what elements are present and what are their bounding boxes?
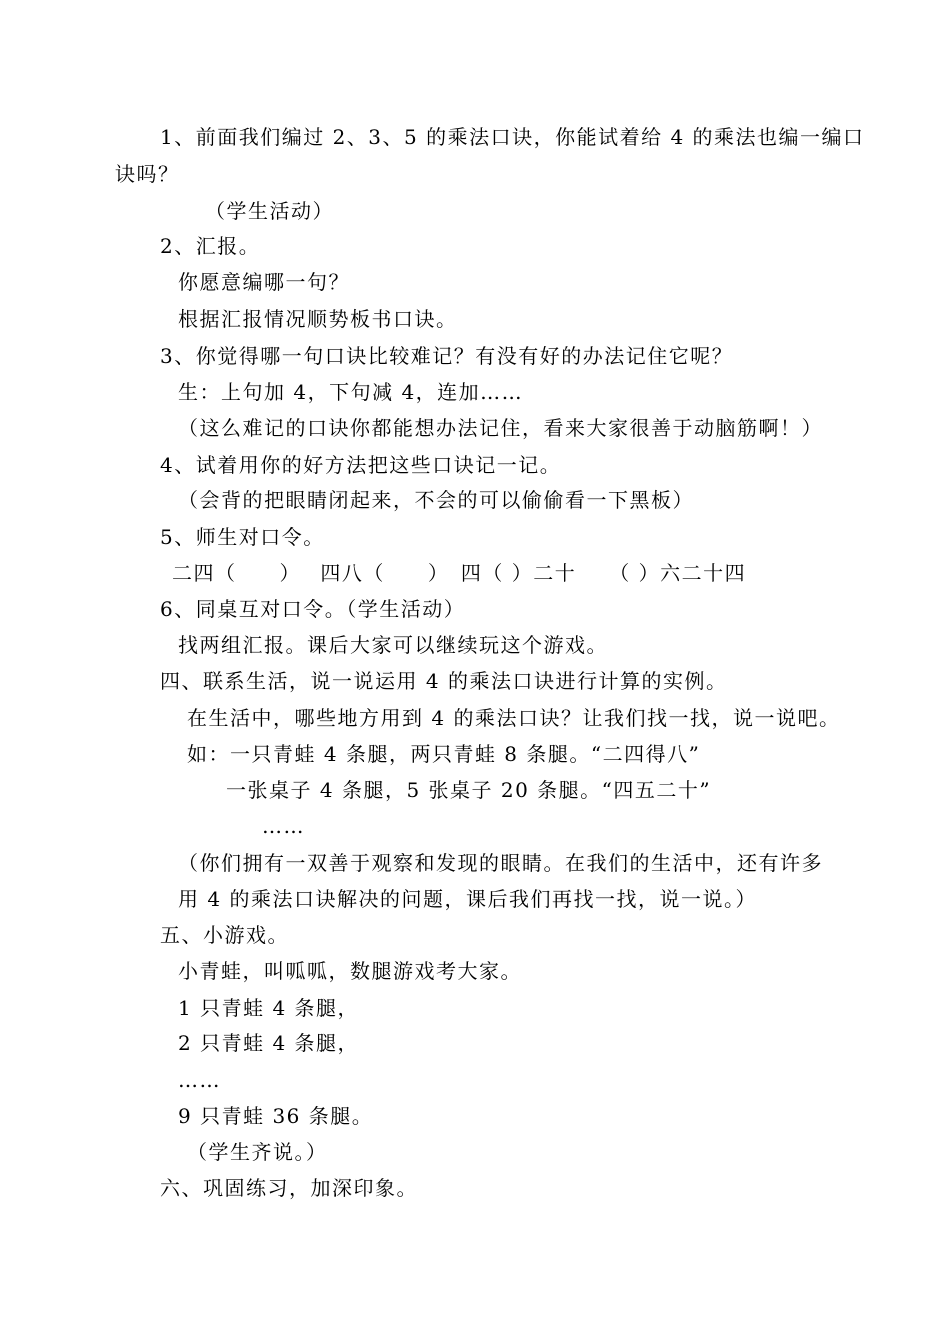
text-line: 生：上句加 4，下句减 4，连加…… — [178, 380, 524, 404]
text-line: 根据汇报情况顺势板书口诀。 — [178, 307, 458, 331]
text-line: 4、试着用你的好方法把这些口诀记一记。 — [160, 453, 562, 477]
text-line: 1、前面我们编过 2、3、5 的乘法口诀，你能试着给 4 的乘法也编一编口 — [160, 125, 865, 149]
text-line: 二四（ ） 四八（ ） 四（ ）二十 （ ）六二十四 — [172, 561, 747, 585]
text-line: （学生活动） — [205, 199, 334, 223]
text-line: 小青蛙，叫呱呱，数腿游戏考大家。 — [178, 959, 522, 983]
text-line: 6、同桌互对口令。（学生活动） — [160, 597, 466, 621]
text-line: …… — [178, 1068, 221, 1092]
text-line: （学生齐说。） — [187, 1140, 328, 1164]
text-line: 四、联系生活，说一说运用 4 的乘法口诀进行计算的实例。 — [160, 669, 728, 693]
text-line: 一张桌子 4 条腿，5 张桌子 20 条腿。“四五二十” — [226, 778, 712, 802]
text-line: 找两组汇报。课后大家可以继续玩这个游戏。 — [178, 633, 608, 657]
text-line: 你愿意编哪一句？ — [178, 270, 350, 294]
text-line: （会背的把眼睛闭起来，不会的可以偷偷看一下黑板） — [178, 488, 694, 512]
text-line: 3、你觉得哪一句口诀比较难记？有没有好的办法记住它呢？ — [160, 344, 734, 368]
text-line: …… — [262, 814, 305, 838]
text-line: （这么难记的口诀你都能想办法记住，看来大家很善于动脑筋啊！） — [178, 416, 823, 440]
text-line: 2 只青蛙 4 条腿， — [178, 1031, 360, 1055]
text-line: 五、小游戏。 — [160, 923, 289, 947]
text-line: 如：一只青蛙 4 条腿，两只青蛙 8 条腿。“二四得八” — [187, 742, 701, 766]
text-line: 诀吗？ — [115, 162, 180, 186]
text-line: 在生活中，哪些地方用到 4 的乘法口诀？让我们找一找，说一说吧。 — [187, 706, 841, 730]
text-line: 9 只青蛙 36 条腿。 — [178, 1104, 374, 1128]
text-line: 1 只青蛙 4 条腿， — [178, 996, 360, 1020]
text-line: 5、师生对口令。 — [160, 525, 325, 549]
text-line: 2、汇报。 — [160, 234, 261, 258]
text-line: 六、巩固练习，加深印象。 — [160, 1176, 418, 1200]
text-line: （你们拥有一双善于观察和发现的眼睛。在我们的生活中，还有许多 — [178, 851, 823, 875]
text-line: 用 4 的乘法口诀解决的问题，课后我们再找一找，说一说。） — [178, 887, 757, 911]
